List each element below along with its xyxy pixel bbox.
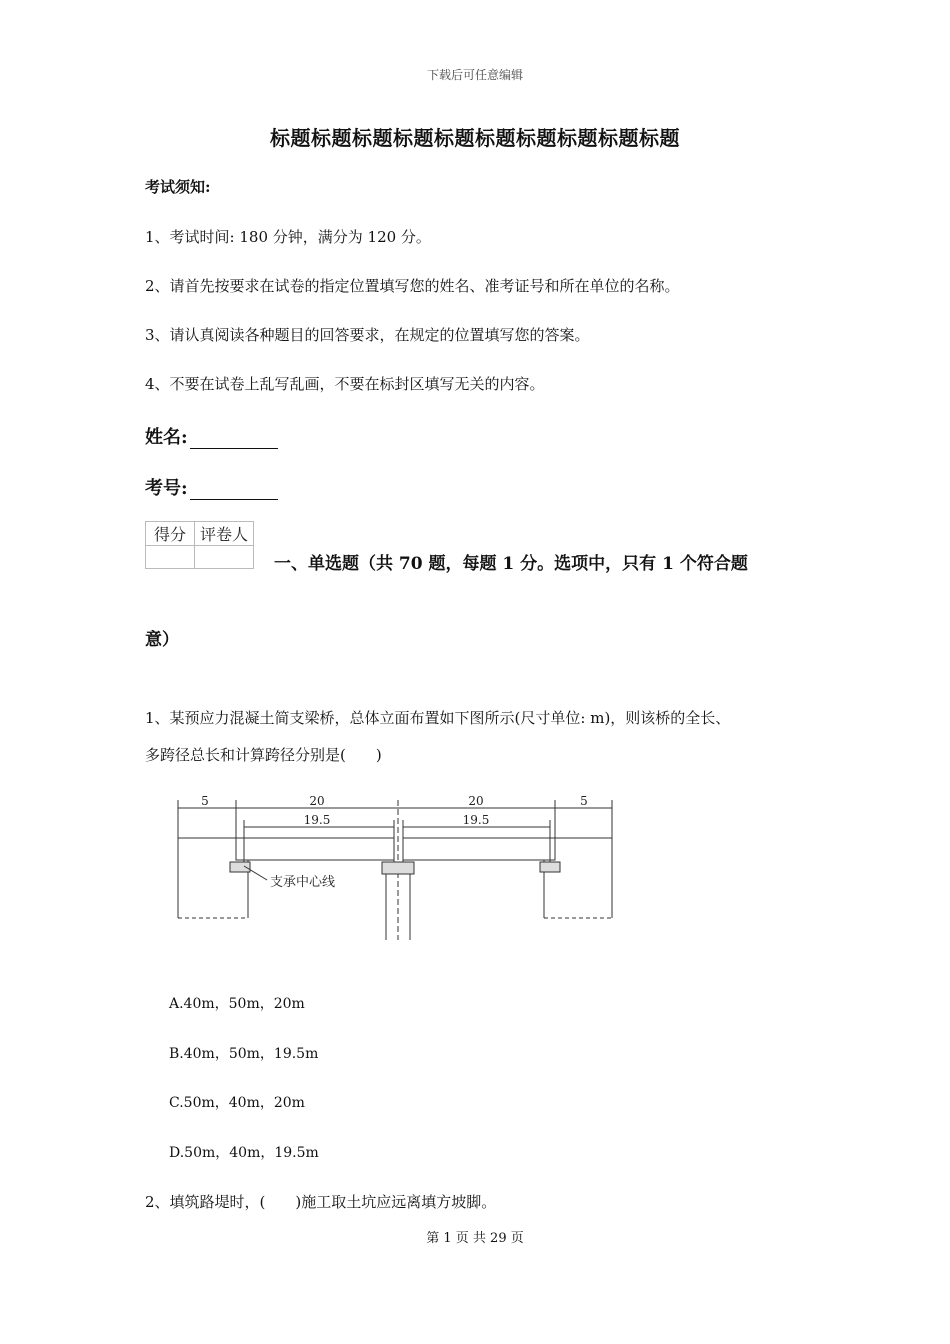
bearing-right [540,862,560,872]
bearing-centerline-label: 支承中心线 [270,875,336,890]
notice-item: 3、请认真阅读各种题目的回答要求，在规定的位置填写您的答案。 [145,326,590,344]
name-blank[interactable] [190,430,278,449]
id-label: 考号: [145,478,188,499]
notice-item: 2、请首先按要求在试卷的指定位置填写您的姓名、准考证号和所在单位的名称。 [145,277,680,295]
question-1-text-cont: 多跨径总长和计算跨径分别是( ) [145,746,382,764]
dim-label: 19.5 [303,813,331,827]
bearing-center [382,862,414,874]
option-d: D.50m，40m，19.5m [169,1145,319,1161]
notice-item: 4、不要在试卷上乱写乱画，不要在标封区填写无关的内容。 [145,375,545,393]
name-label: 姓名: [145,427,188,448]
notice-heading: 考试须知: [145,178,211,196]
score-cell[interactable] [146,546,195,569]
id-blank[interactable] [190,481,278,500]
dim-label: 5 [201,794,209,808]
left-abutment [178,838,248,918]
girder-left [236,838,394,860]
dim-label: 20 [309,794,325,808]
option-a: A.40m，50m，20m [169,996,305,1012]
notice-item: 1、考试时间: 180 分钟，满分为 120 分。 [145,228,431,246]
bearing-left [230,862,250,872]
score-table [145,521,254,569]
bridge-elevation-figure [172,790,622,945]
section-heading-cont: 意） [145,630,179,650]
dim-label: 5 [580,794,588,808]
document-title: 标题标题标题标题标题标题标题标题标题标题 [270,126,680,150]
question-1-text: 1、某预应力混凝土简支梁桥，总体立面布置如下图所示(尺寸单位: m)，则该桥的全长、 [145,709,731,727]
page-footer: 第 1 页 共 29 页 [426,1231,524,1246]
dim-label: 19.5 [462,813,490,827]
page-header: 下载后可任意编辑 [426,68,523,82]
name-field[interactable] [145,423,278,449]
id-field[interactable] [145,474,278,500]
score-header: 得分 [146,522,195,546]
option-c: C.50m，40m，20m [169,1095,305,1111]
leader-line [244,866,267,880]
grader-header: 评卷人 [195,522,254,546]
dim-label: 20 [468,794,484,808]
right-abutment [544,838,612,918]
section-heading: 一、单选题（共 70 题，每题 1 分。选项中，只有 1 个符合题 [274,554,748,574]
grader-cell[interactable] [195,546,254,569]
option-b: B.40m，50m，19.5m [169,1046,319,1062]
question-2-text: 2、填筑路堤时，( )施工取土坑应远离填方坡脚。 [145,1193,497,1211]
girder-right [403,838,555,860]
